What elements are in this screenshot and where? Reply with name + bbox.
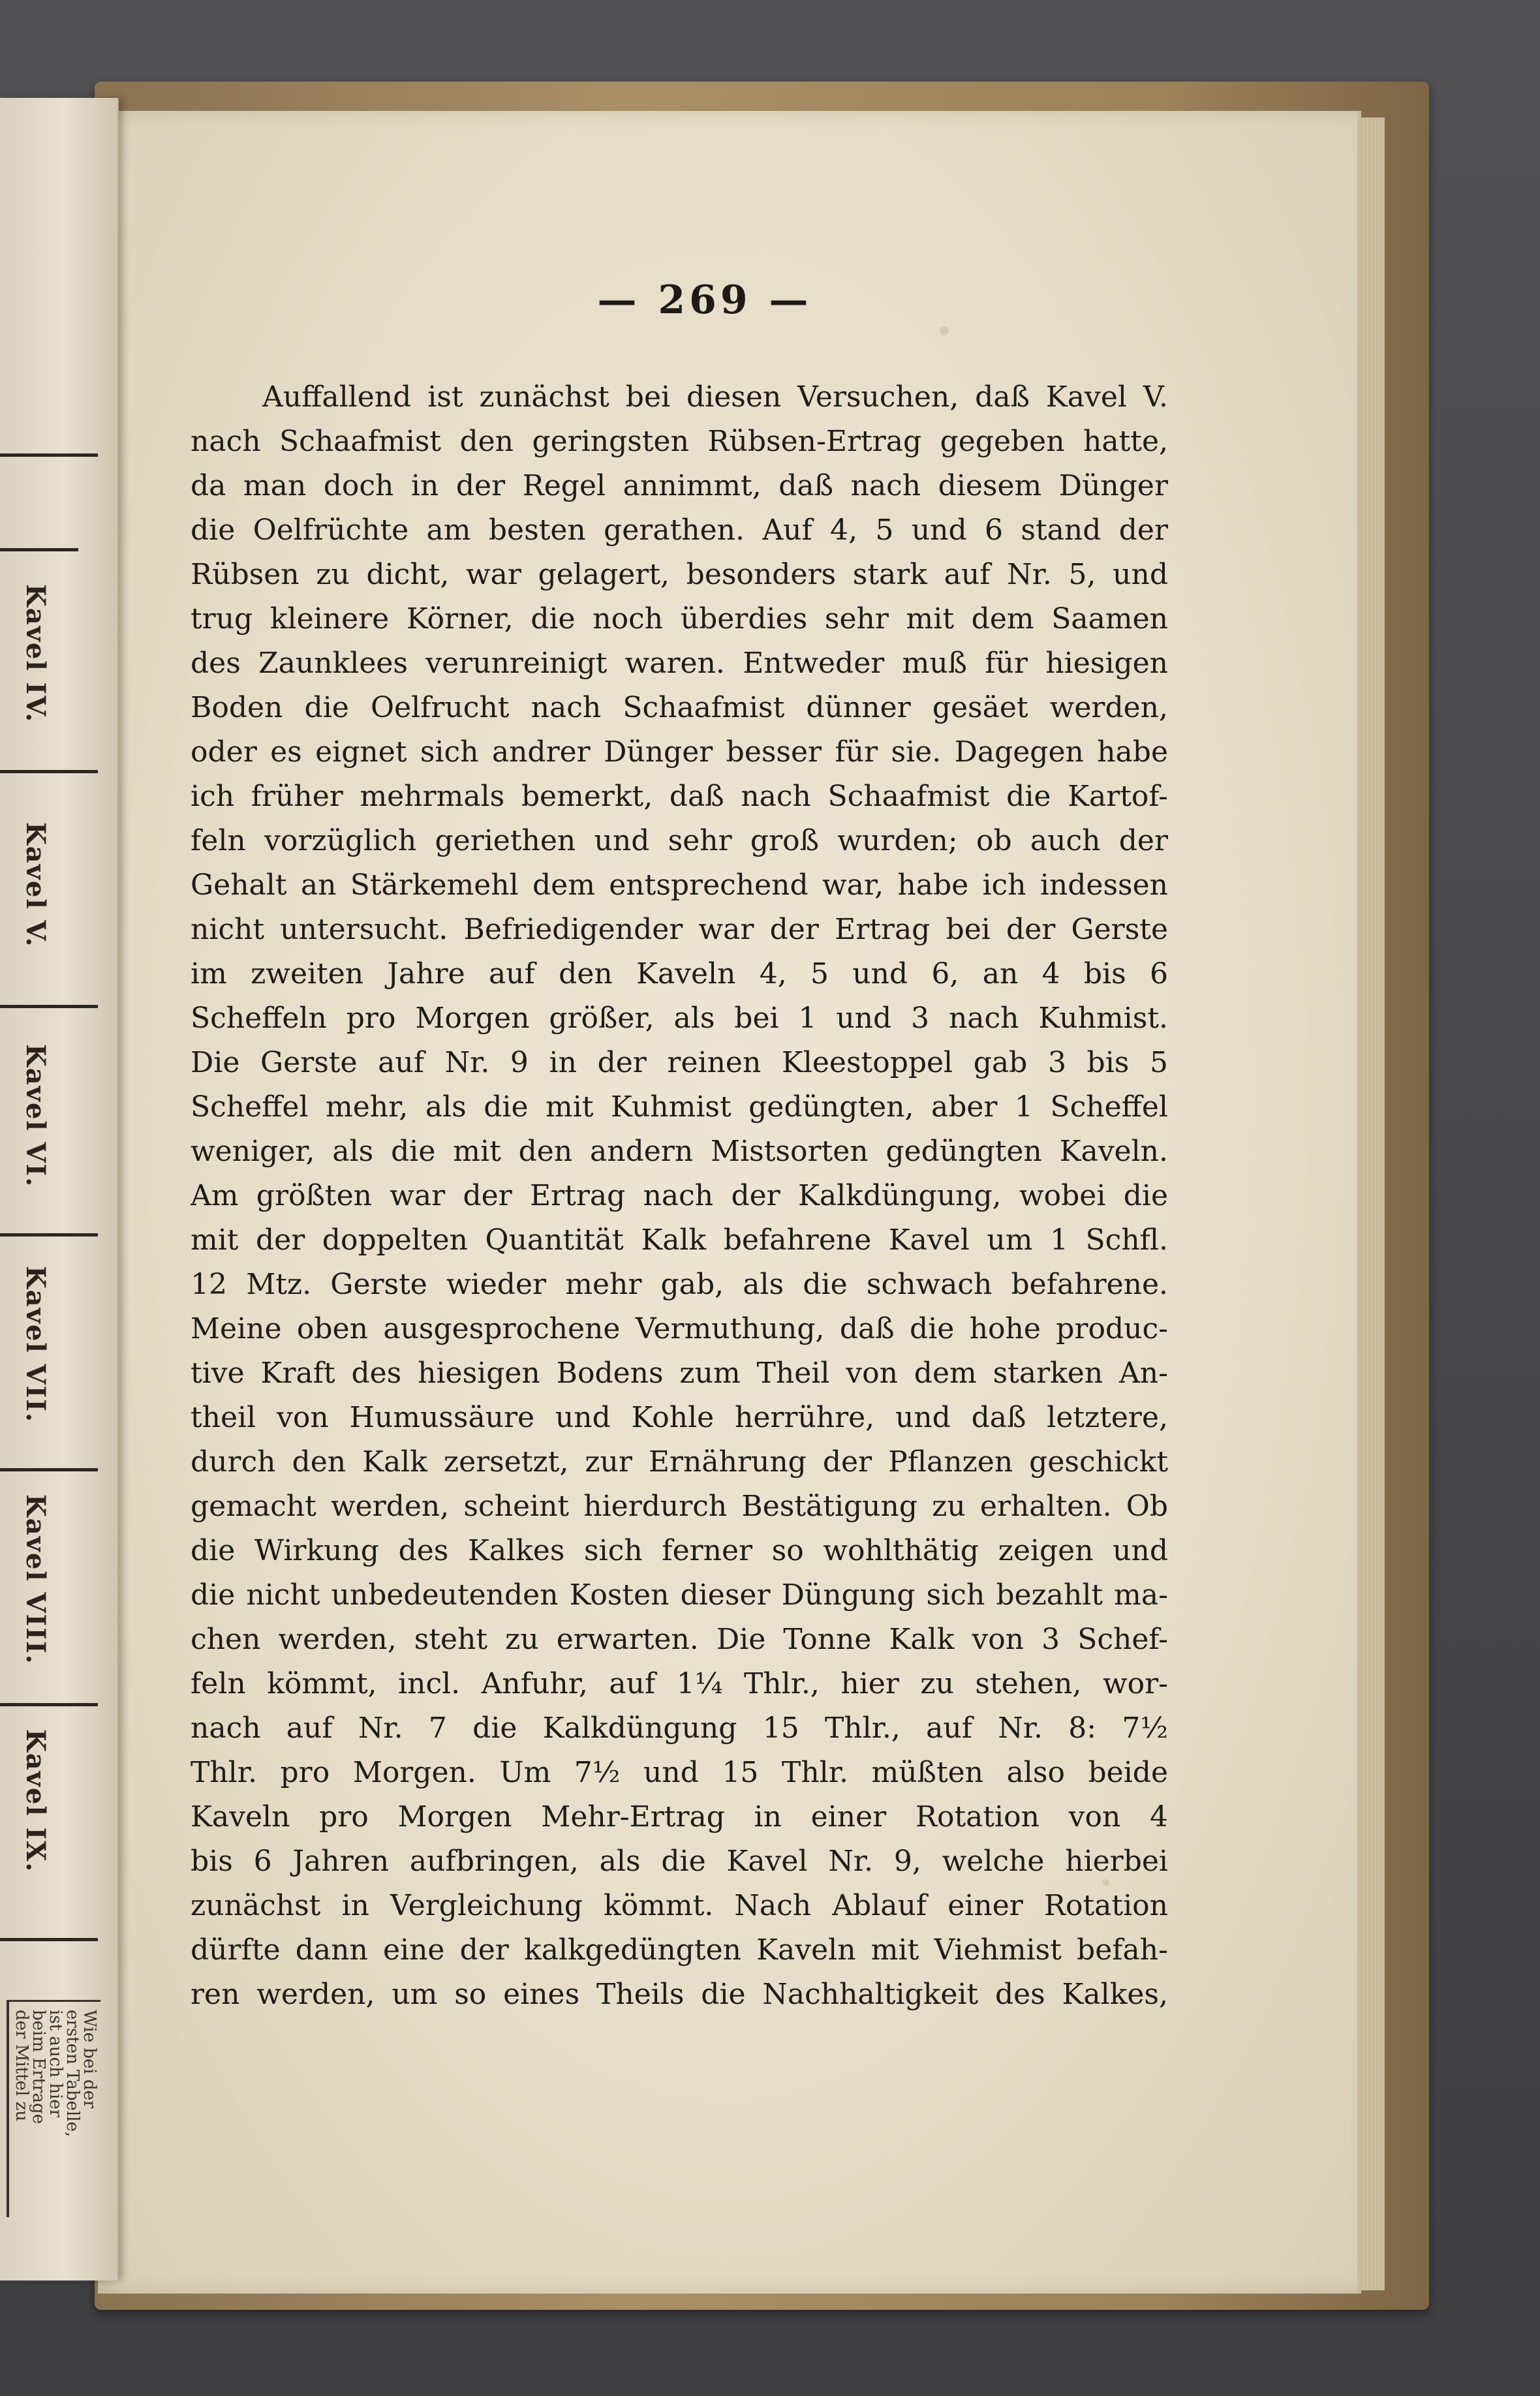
- body-text: [191, 375, 1168, 2017]
- text-line: des Zaunklees verunreinigt waren. Entweder muß für hiesigen: [191, 647, 1168, 680]
- text-line: Meine oben ausgesprochene Vermuthung, daß die hohe produc-: [191, 1312, 1168, 1345]
- text-line: feln vorzüglich geriethen und sehr groß wurden; ob auch der: [191, 824, 1168, 857]
- column-label-kavel-vii: Kavel VII.: [20, 1266, 51, 1423]
- page-number-header: — 269 —: [597, 277, 812, 323]
- text-line: chen werden, steht zu erwarten. Die Tonne Kalk von 3 Schef-: [191, 1623, 1168, 1656]
- text-line: Am größten war der Ertrag nach der Kalkdüngung, wobei die: [191, 1179, 1168, 1212]
- table-rule: [0, 1233, 98, 1236]
- text-line: Scheffeln pro Morgen größer, als bei 1 und 3 nach Kuhmist.: [191, 1002, 1168, 1035]
- text-line: feln kömmt, incl. Anfuhr, auf 1¼ Thlr., hier zu stehen, wor-: [191, 1667, 1168, 1700]
- text-line: im zweiten Jahre auf den Kaveln 4, 5 und 6, an 4 bis 6: [191, 957, 1168, 991]
- footnote-line: Wie bei der: [80, 2010, 99, 2109]
- text-line: 12 Mtz. Gerste wieder mehr gab, als die schwach befahrene.: [191, 1268, 1168, 1301]
- text-line: mit der doppelten Quantität Kalk befahrene Kavel um 1 Schfl.: [191, 1223, 1168, 1257]
- text-line: nach auf Nr. 7 die Kalkdüngung 15 Thlr., auf Nr. 8: 7½: [191, 1712, 1168, 1745]
- column-label-kavel-iv: Kavel IV.: [20, 584, 51, 724]
- table-rule: [0, 1468, 98, 1471]
- table-rule: [0, 1703, 98, 1706]
- footnote-line: ersten Tabelle,: [63, 2010, 82, 2138]
- text-line: zunächst in Vergleichung kömmt. Nach Ablauf einer Rotation: [191, 1889, 1168, 1922]
- text-line: nicht untersucht. Befriedigender war der Ertrag bei der Gerste: [191, 913, 1168, 946]
- text-line: durch den Kalk zersetzt, zur Ernährung der Pflanzen geschickt: [191, 1445, 1168, 1479]
- text-line: tive Kraft des hiesigen Bodens zum Theil von dem starken An-: [191, 1357, 1168, 1390]
- footnote-line: ist auch hier: [46, 2010, 65, 2118]
- text-line: Rübsen zu dicht, war gelagert, besonders stark auf Nr. 5, und: [191, 558, 1168, 591]
- table-rule: [0, 453, 98, 457]
- text-line: Gehalt an Stärkemehl dem entsprechend war, habe ich indessen: [191, 868, 1168, 902]
- table-rule: [0, 548, 78, 551]
- text-line: ren werden, um so eines Theils die Nachhaltigkeit des Kalkes,: [191, 1978, 1168, 2011]
- text-line: oder es eignet sich andrer Dünger besser für sie. Dagegen habe: [191, 735, 1168, 769]
- text-line: die nicht unbedeutenden Kosten dieser Düngung sich bezahlt ma-: [191, 1578, 1168, 1612]
- text-line: theil von Humussäure und Kohle herrühre, und daß letztere,: [191, 1401, 1168, 1434]
- text-line: Die Gerste auf Nr. 9 in der reinen Kleestoppel gab 3 bis 5: [191, 1046, 1168, 1079]
- text-line: Thlr. pro Morgen. Um 7½ und 15 Thlr. müßten also beide: [191, 1756, 1168, 1789]
- text-line: Boden die Oelfrucht nach Schaafmist dünner gesäet werden,: [191, 691, 1168, 724]
- table-rule: [0, 1005, 98, 1008]
- text-line: trug kleinere Körner, die noch überdies sehr mit dem Saamen: [191, 602, 1168, 636]
- fold-out-table-leaf: [0, 98, 119, 2281]
- text-line: die Oelfrüchte am besten gerathen. Auf 4, 5 und 6 stand der: [191, 514, 1168, 547]
- text-line: Auffallend ist zunächst bei diesen Versuchen, daß Kavel V.: [262, 380, 1168, 414]
- text-line: da man doch in der Regel annimmt, daß nach diesem Dünger: [191, 469, 1168, 502]
- text-line: nach Schaafmist den geringsten Rübsen-Ertrag gegeben hatte,: [191, 425, 1168, 458]
- column-label-kavel-v: Kavel V.: [20, 822, 51, 948]
- text-line: Kaveln pro Morgen Mehr-Ertrag in einer Rotation von 4: [191, 1800, 1168, 1834]
- text-line: die Wirkung des Kalkes sich ferner so wohlthätig zeigen und: [191, 1534, 1168, 1567]
- table-rule: [0, 770, 98, 773]
- footnote-line: der Mittel zu: [12, 2010, 31, 2121]
- column-label-kavel-ix: Kavel IX.: [20, 1729, 51, 1873]
- column-label-kavel-vi: Kavel VI.: [20, 1044, 51, 1188]
- footnote-line: beim Ertrage: [29, 2010, 48, 2125]
- column-label-kavel-viii: Kavel VIII.: [20, 1494, 51, 1665]
- text-line: ich früher mehrmals bemerkt, daß nach Schaafmist die Kartof-: [191, 780, 1168, 813]
- text-line: bis 6 Jahren aufbringen, als die Kavel Nr. 9, welche hierbei: [191, 1845, 1168, 1878]
- text-line: Scheffel mehr, als die mit Kuhmist gedüngten, aber 1 Scheffel: [191, 1090, 1168, 1124]
- table-rule: [0, 1938, 98, 1941]
- text-line: dürfte dann eine der kalkgedüngten Kaveln mit Viehmist befah-: [191, 1933, 1168, 1967]
- paper-spot: [940, 326, 949, 335]
- text-line: weniger, als die mit den andern Mistsorten gedüngten Kaveln.: [191, 1135, 1168, 1168]
- text-line: gemacht werden, scheint hierdurch Bestätigung zu erhalten. Ob: [191, 1490, 1168, 1523]
